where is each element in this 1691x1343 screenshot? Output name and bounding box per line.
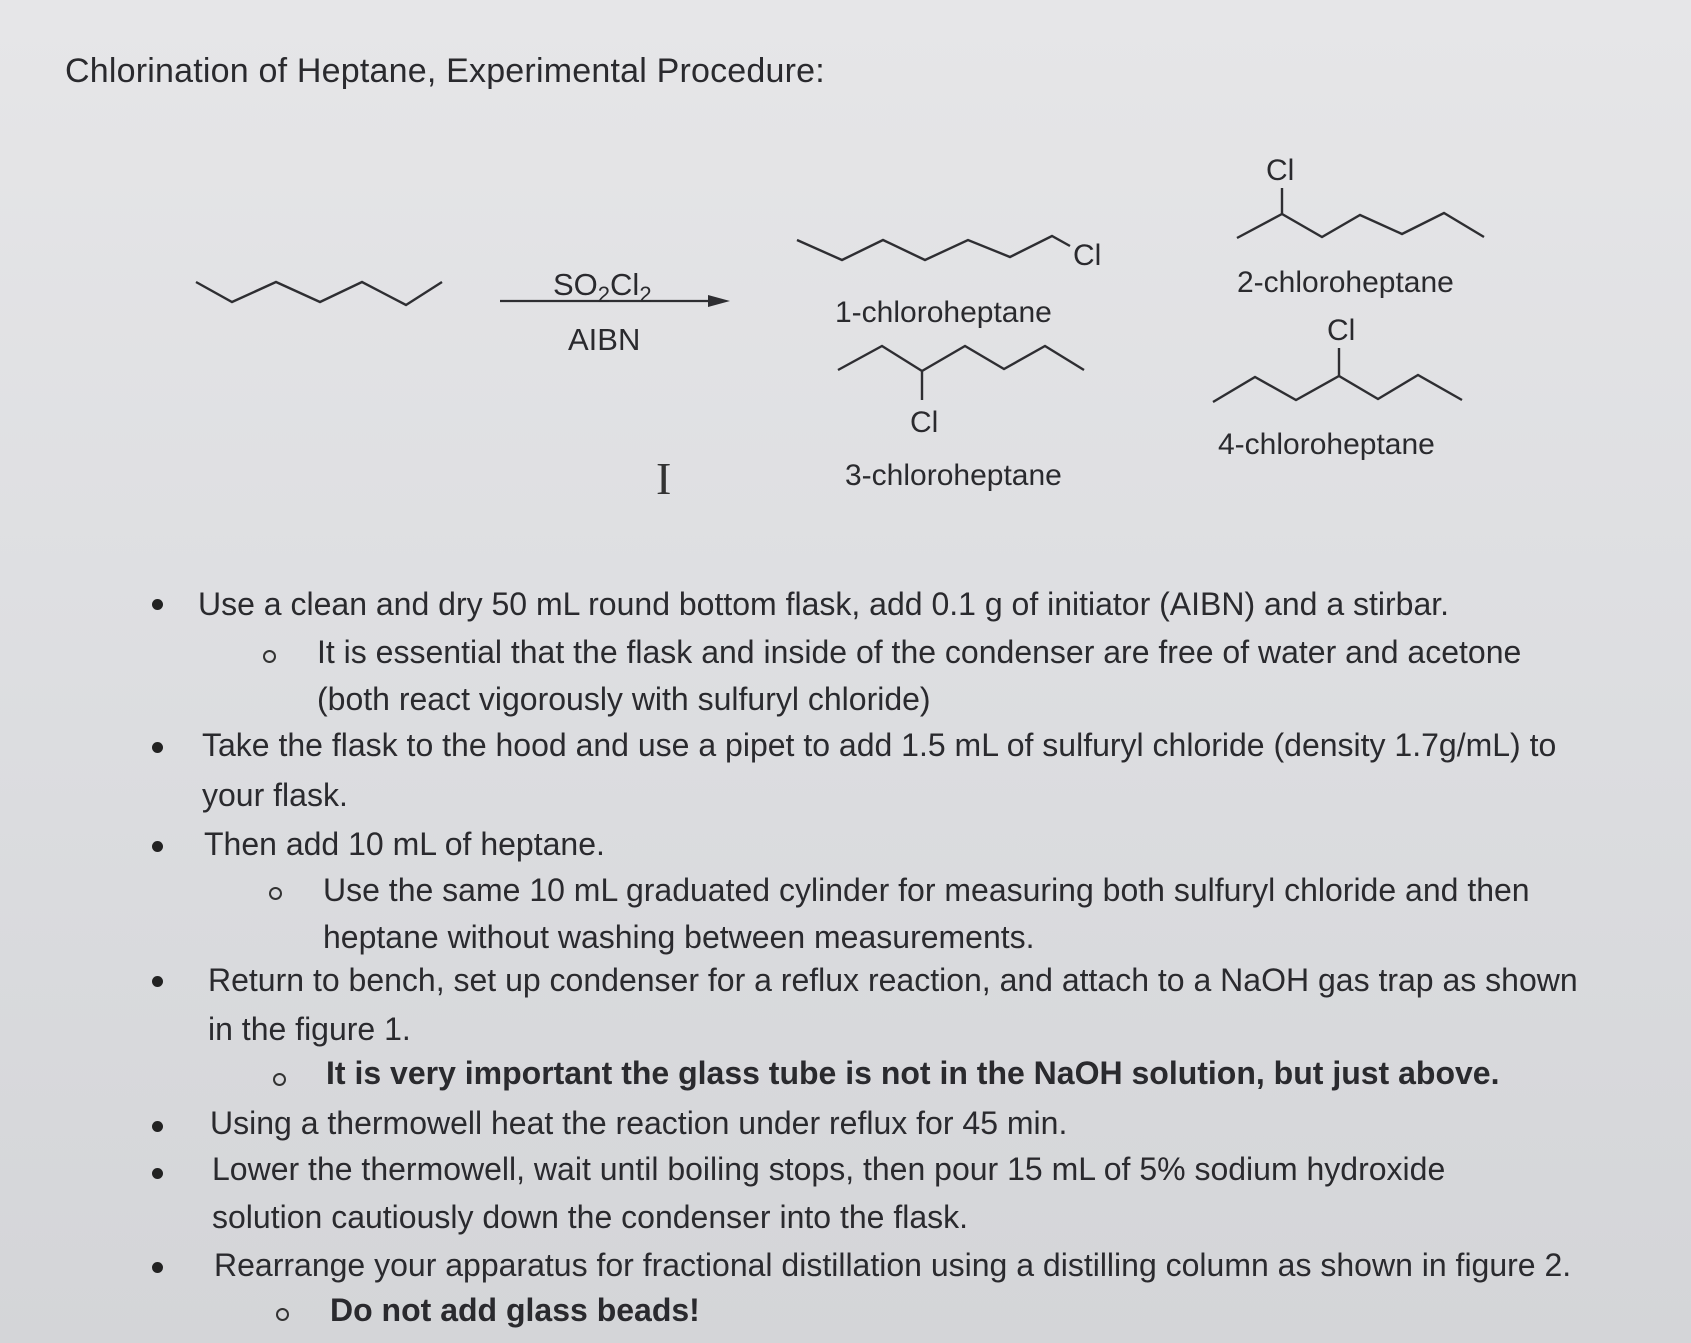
- step-text: Take the flask to the hood and use a pipet to add 1.5 mL of sulfuryl chloride (density 1.7g/mL) to: [202, 727, 1557, 763]
- substep-text: (both react vigorously with sulfuryl chloride): [317, 681, 931, 717]
- step-text: solution cautiously down the condenser into the flask.: [212, 1199, 969, 1235]
- product-name: 2-chloroheptane: [1237, 266, 1454, 299]
- reagent-aibn: AIBN: [568, 322, 641, 357]
- bullet-icon: [152, 841, 163, 852]
- step-text: Use a clean and dry 50 mL round bottom flask, add 0.1 g of initiator (AIBN) and a stirbar.: [198, 586, 1450, 622]
- page-title: Chlorination of Heptane, Experimental Procedure:: [65, 52, 825, 90]
- arrowhead-icon: [708, 295, 730, 307]
- bullet-icon: [152, 1168, 163, 1179]
- bullet-icon: [152, 599, 163, 610]
- step-text: Using a thermowell heat the reaction under reflux for 45 min.: [210, 1105, 1068, 1141]
- step-text: in the figure 1.: [208, 1011, 411, 1047]
- 3-chloroheptane-structure: [838, 346, 1084, 371]
- substep-text: Use the same 10 mL graduated cylinder for measuring both sulfuryl chloride and then: [323, 872, 1530, 908]
- substep-text: It is very important the glass tube is not in the NaOH solution, but just above.: [326, 1055, 1500, 1091]
- sub-bullet-icon: [273, 1073, 286, 1086]
- sub-bullet-icon: [269, 887, 282, 900]
- reagent-so2cl2: $SO_2Cl_2$: [553, 267, 652, 307]
- substep-text: It is essential that the flask and inside of the condenser are free of water and acetone: [317, 634, 1522, 670]
- substep-text: heptane without washing between measurements.: [323, 919, 1035, 955]
- text-cursor-icon: I: [656, 453, 672, 504]
- cl-label: Cl: [1327, 314, 1356, 347]
- 4-chloroheptane-structure: [1213, 375, 1462, 402]
- sub-bullet-icon: [263, 650, 276, 663]
- step-text: your flask.: [202, 777, 348, 813]
- bullet-icon: [152, 742, 163, 753]
- bullet-icon: [152, 1262, 163, 1273]
- 1-chloroheptane-structure: [797, 236, 1070, 260]
- cl-label: Cl: [1266, 154, 1295, 187]
- heptane-structure: [196, 282, 442, 305]
- product-name: 4-chloroheptane: [1218, 428, 1435, 461]
- step-text: Return to bench, set up condenser for a reflux reaction, and attach to a NaOH gas trap as shown: [208, 962, 1578, 998]
- product-name: 3-chloroheptane: [845, 459, 1062, 492]
- product-name: 1-chloroheptane: [835, 296, 1052, 329]
- bullet-icon: [152, 976, 163, 987]
- substep-text: Do not add glass beads!: [330, 1292, 700, 1328]
- reaction-scheme: [0, 0, 1691, 540]
- step-text: Rearrange your apparatus for fractional distillation using a distilling column as shown in figure 2.: [214, 1247, 1572, 1283]
- step-text: Then add 10 mL of heptane.: [204, 826, 605, 862]
- bullet-icon: [152, 1121, 163, 1132]
- cl-label: Cl: [910, 406, 939, 439]
- cl-label: Cl: [1073, 239, 1102, 272]
- 2-chloroheptane-structure: [1237, 213, 1484, 238]
- step-text: Lower the thermowell, wait until boiling stops, then pour 15 mL of 5% sodium hydroxide: [212, 1151, 1446, 1187]
- sub-bullet-icon: [276, 1308, 289, 1321]
